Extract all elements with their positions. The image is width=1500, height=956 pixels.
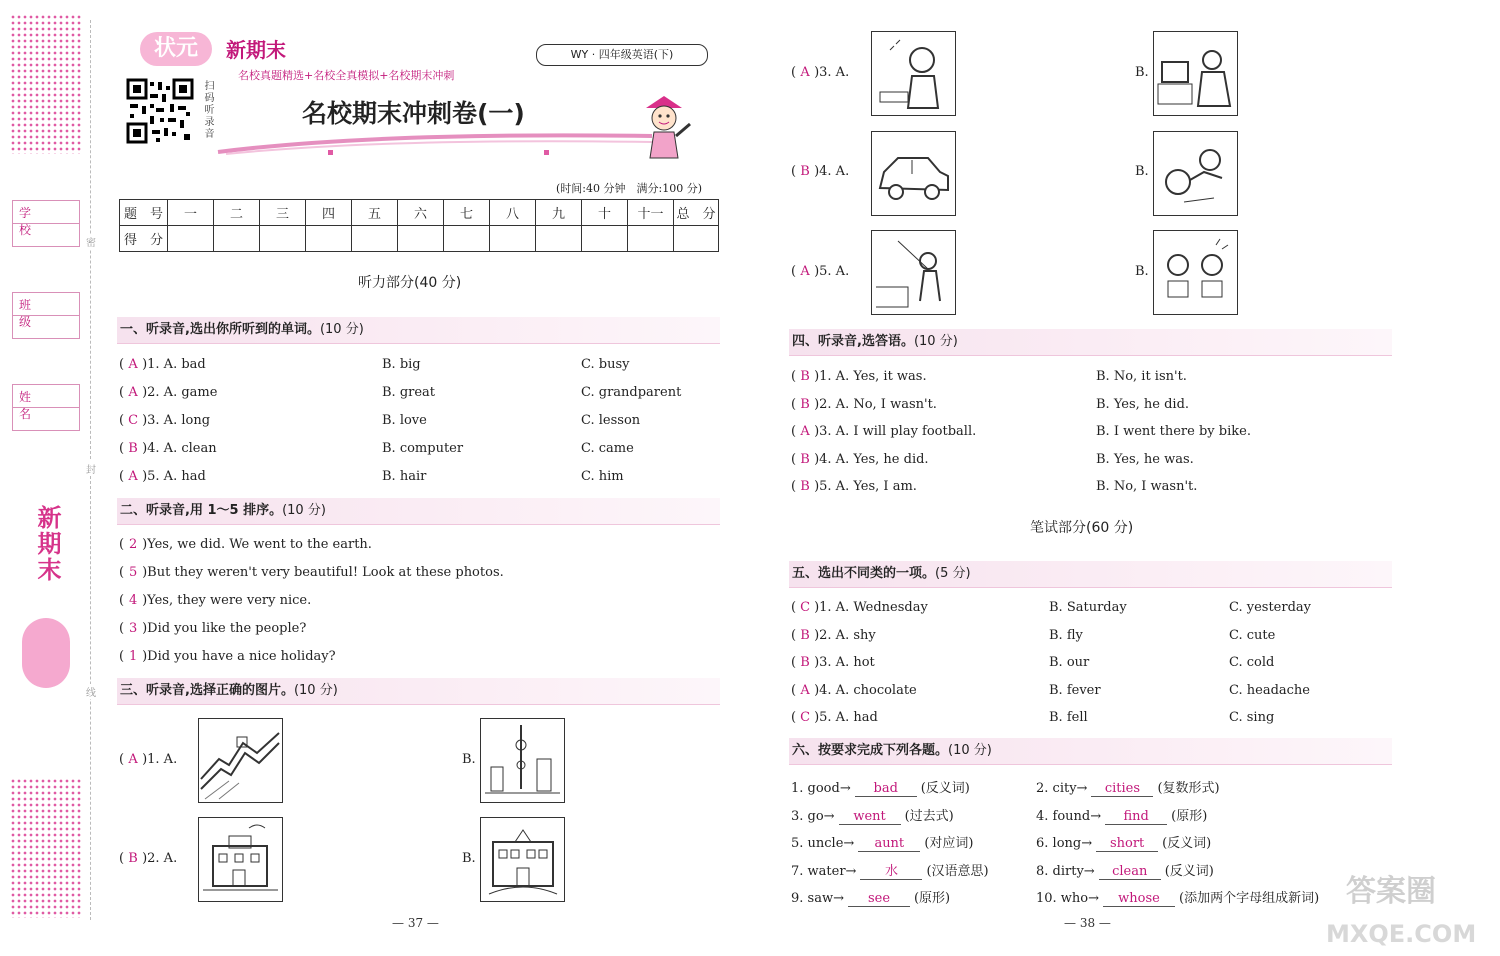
transform-item: [791, 832, 973, 852]
option-c: C. came: [581, 441, 634, 456]
option-b: B. fever: [1049, 682, 1101, 698]
score-header-cell: 五: [352, 200, 398, 226]
mascot-icon: [636, 94, 692, 160]
response-choice-item: [791, 396, 1190, 412]
listening-heading: 听力部分(40 分): [358, 275, 462, 291]
option-a: )2. A. No, I wasn't.: [814, 396, 937, 412]
option-b: B. Yes, he did.: [1096, 396, 1190, 412]
picture-option-b-label: B.: [1135, 65, 1149, 80]
order-number[interactable]: 2: [128, 537, 138, 552]
open-paren: (: [791, 627, 797, 643]
seal-mark-1: 密: [86, 234, 96, 249]
picture-boy-fell-off-bike[interactable]: [1153, 131, 1238, 216]
section-3-title-bar: [117, 678, 720, 705]
prompt-word: 6. long→: [1036, 836, 1093, 851]
option-b: B. I went there by bike.: [1096, 424, 1251, 439]
brand-name: 新期末: [226, 38, 286, 62]
exam-title: 名校期末冲刺卷(一): [302, 99, 525, 128]
answer-choice[interactable]: B: [800, 655, 810, 670]
transform-item: [1036, 777, 1220, 797]
prompt-word: 7. water→: [791, 863, 857, 879]
score-cell[interactable]: [536, 226, 582, 252]
open-paren: (: [791, 65, 797, 80]
dialogue-line: )Yes, we did. We went to the earth.: [142, 537, 372, 552]
picture-city-tower[interactable]: [480, 718, 565, 803]
section-5-title: 五、选出不同类的一项。: [792, 566, 936, 581]
answer-blank[interactable]: 水: [860, 860, 922, 880]
score-cell[interactable]: [168, 226, 214, 252]
score-header-cell: 二: [214, 200, 260, 226]
option-c: C. lesson: [581, 413, 641, 428]
header-swoosh: [216, 128, 656, 156]
transform-item: [791, 887, 950, 907]
score-header-cell: 九: [536, 200, 582, 226]
vertical-brand-name: 新期末: [33, 505, 61, 583]
answer-choice[interactable]: C: [800, 600, 811, 615]
option-a: )4. A. clean: [142, 441, 217, 456]
option-b: B. No, it isn't.: [1096, 369, 1187, 384]
picture-two-kids-reading[interactable]: [1153, 230, 1238, 315]
picture-option-a-label: )3. A.: [814, 65, 850, 80]
open-paren: (: [791, 600, 797, 615]
score-cell[interactable]: [490, 226, 536, 252]
picture-car[interactable]: [871, 131, 956, 216]
picture-option-a-label: )5. A.: [814, 264, 850, 279]
order-number[interactable]: 5: [128, 565, 138, 580]
option-c: C. cold: [1229, 655, 1275, 670]
section-1-title: 一、听录音,选出你所听到的单词。: [120, 322, 320, 337]
order-number[interactable]: 3: [128, 621, 138, 636]
section-3-title: 三、听录音,选择正确的图片。: [120, 683, 294, 698]
open-paren: (: [791, 710, 797, 725]
watermark-logo: 答案圈: [1346, 874, 1436, 909]
score-header-cell: 十一: [628, 200, 674, 226]
answer-choice[interactable]: B: [800, 164, 810, 179]
picture-option-a-label: )2. A.: [142, 851, 178, 866]
score-header-cell: 题 号: [120, 200, 168, 226]
option-a: )4. A. Yes, he did.: [814, 451, 929, 467]
option-a: )3. A. long: [142, 413, 211, 428]
order-number[interactable]: 4: [128, 593, 138, 608]
option-a: )2. A. game: [142, 385, 218, 400]
prompt-word: 9. saw→: [791, 891, 844, 906]
picture-boy-at-computer[interactable]: [1153, 31, 1238, 116]
ordering-item: [119, 565, 504, 580]
option-b: B. hair: [382, 469, 427, 484]
dot-pattern-top: [10, 14, 82, 154]
score-cell[interactable]: [352, 226, 398, 252]
score-cell[interactable]: [444, 226, 490, 252]
answer-choice[interactable]: C: [128, 413, 139, 428]
qr-note: 扫码听录音: [202, 80, 213, 140]
dot-pattern-bottom: [10, 778, 82, 918]
dialogue-line: )But they weren't very beautiful! Look at these photos.: [142, 565, 504, 580]
name-field[interactable]: [12, 384, 80, 431]
open-paren: (: [119, 621, 125, 636]
score-header-cell: 三: [260, 200, 306, 226]
prompt-word: 2. city→: [1036, 781, 1088, 796]
picture-question: [119, 752, 177, 767]
answer-blank[interactable]: cities: [1091, 781, 1153, 797]
prompt-word: 3. go→: [791, 808, 835, 824]
instruction-note: (过去式): [904, 808, 954, 824]
dialogue-line: )Yes, they were very nice.: [142, 593, 312, 608]
option-b: B. love: [382, 413, 427, 428]
ordering-item: [119, 621, 306, 636]
page-number-left: — 37 —: [392, 916, 439, 930]
response-choice-item: [791, 424, 1251, 439]
section-6-points: (10 分): [948, 743, 992, 758]
instruction-note: (对应词): [924, 836, 974, 851]
answer-choice[interactable]: A: [128, 357, 138, 372]
score-header-cell: 一: [168, 200, 214, 226]
answer-choice[interactable]: A: [128, 752, 138, 767]
option-b: B. Saturday: [1049, 600, 1127, 615]
picture-question: [791, 264, 849, 279]
option-a: )5. A. had: [814, 710, 878, 725]
section-1-title-bar: [117, 317, 720, 344]
section-2-title: 二、听录音,用 1～5 排序。: [120, 503, 283, 518]
instruction-note: (添加两个字母组成新词): [1179, 891, 1320, 906]
open-paren: (: [791, 655, 797, 670]
picture-option-b-label: B.: [1135, 164, 1149, 179]
response-choice-item: [791, 479, 1198, 494]
name-label: 姓 名: [13, 385, 79, 408]
seal-mark-3: 线: [86, 684, 96, 699]
prompt-word: 1. good→: [791, 781, 851, 796]
open-paren: (: [791, 164, 797, 179]
option-b: B. great: [382, 385, 436, 400]
option-a: )1. A. Yes, it was.: [814, 369, 927, 384]
odd-one-out-item: [791, 600, 1312, 615]
grade-badge: WY · 四年级英语(下): [536, 44, 708, 66]
section-2-points: (10 分): [282, 503, 326, 518]
section-5-title-bar: [789, 561, 1392, 588]
time-info: (时间:40 分钟 满分:100 分): [556, 182, 702, 195]
instruction-note: (反义词): [920, 781, 970, 796]
ordering-item: [119, 649, 336, 664]
answer-choice[interactable]: B: [800, 479, 810, 494]
open-paren: (: [791, 264, 797, 279]
picture-building[interactable]: [480, 817, 565, 902]
transform-item: [791, 805, 954, 825]
option-a: )4. A. chocolate: [814, 682, 917, 698]
section-2-title-bar: [117, 498, 720, 525]
answer-blank[interactable]: aunt: [858, 836, 920, 852]
open-paren: (: [791, 451, 797, 467]
transform-item: [791, 860, 989, 880]
answer-choice[interactable]: B: [800, 369, 810, 384]
picture-option-b-label: B.: [462, 851, 476, 866]
series-tags: 名校真题精选+名校全真模拟+名校期末冲刺: [238, 69, 455, 82]
score-table: [119, 199, 719, 252]
answer-blank[interactable]: clean: [1099, 864, 1161, 880]
option-c: C. yesterday: [1229, 600, 1312, 615]
transform-item: [1036, 832, 1211, 852]
word-choice-item: [119, 441, 634, 456]
open-paren: (: [791, 479, 797, 494]
open-paren: (: [119, 413, 125, 428]
prompt-word: 10. who→: [1036, 891, 1100, 906]
section-5-points: (5 分): [935, 566, 971, 581]
section-4-title-bar: [789, 329, 1392, 356]
open-paren: (: [119, 441, 125, 456]
word-choice-item: [119, 385, 682, 400]
open-paren: (: [791, 682, 797, 698]
dialogue-line: )Did you like the people?: [142, 621, 307, 636]
answer-choice[interactable]: B: [800, 627, 810, 643]
prompt-word: 5. uncle→: [791, 836, 855, 851]
option-b: B. Yes, he was.: [1096, 451, 1194, 467]
odd-one-out-item: [791, 710, 1275, 725]
option-c: C. headache: [1229, 682, 1310, 698]
section-6-title-bar: [789, 738, 1392, 765]
score-table-header-row: [120, 200, 719, 226]
ordering-item: [119, 593, 311, 608]
score-header-cell: 六: [398, 200, 444, 226]
picture-option-b-label: B.: [462, 752, 476, 767]
score-cell[interactable]: [260, 226, 306, 252]
open-paren: (: [119, 851, 125, 866]
answer-choice[interactable]: B: [128, 441, 138, 456]
picture-option-b-label: B.: [1135, 264, 1149, 279]
open-paren: (: [791, 369, 797, 384]
option-c: C. cute: [1229, 627, 1276, 643]
vertical-brand-logo: [22, 618, 70, 688]
score-cell[interactable]: [628, 226, 674, 252]
prompt-word: 4. found→: [1036, 808, 1102, 824]
option-a: )5. A. Yes, I am.: [814, 479, 917, 494]
odd-one-out-item: [791, 655, 1275, 670]
open-paren: (: [119, 565, 125, 580]
score-cell[interactable]: [214, 226, 260, 252]
class-field[interactable]: [12, 292, 80, 339]
class-label: 班 级: [13, 293, 79, 316]
picture-question: [119, 851, 177, 866]
score-header-cell: 八: [490, 200, 536, 226]
instruction-note: (原形): [1171, 808, 1208, 824]
prompt-word: 8. dirty→: [1036, 863, 1095, 879]
school-label: 学 校: [13, 201, 79, 224]
dialogue-line: )Did you have a nice holiday?: [142, 649, 336, 664]
answer-blank[interactable]: short: [1096, 836, 1158, 852]
option-a: )1. A. Wednesday: [814, 600, 928, 615]
watermark-url: MXQE.COM: [1326, 920, 1477, 948]
answer-choice[interactable]: A: [800, 264, 810, 279]
instruction-note: (汉语意思): [926, 863, 989, 879]
transform-item: [1036, 805, 1207, 825]
picture-man-fishing[interactable]: [871, 230, 956, 315]
answer-blank[interactable]: whose: [1103, 891, 1175, 907]
option-a: )2. A. shy: [814, 627, 876, 643]
picture-question: [791, 65, 849, 80]
transform-item: [791, 777, 970, 797]
open-paren: (: [791, 396, 797, 412]
answer-choice[interactable]: C: [800, 710, 811, 725]
answer-blank[interactable]: see: [848, 891, 910, 907]
word-choice-item: [119, 357, 630, 372]
option-a: )5. A. had: [142, 469, 206, 484]
score-table-score-row: [120, 226, 719, 252]
section-4-points: (10 分): [913, 334, 958, 349]
answer-blank[interactable]: find: [1105, 809, 1167, 825]
answer-blank[interactable]: went: [839, 809, 901, 825]
open-paren: (: [119, 593, 125, 608]
writing-heading: 笔试部分(60 分): [1030, 520, 1134, 536]
odd-one-out-item: [791, 627, 1276, 643]
school-field[interactable]: [12, 200, 80, 247]
open-paren: (: [119, 357, 125, 372]
picture-option-a-label: )1. A.: [142, 752, 178, 767]
answer-choice[interactable]: A: [128, 385, 138, 400]
answer-choice[interactable]: A: [800, 424, 810, 439]
open-paren: (: [119, 385, 125, 400]
section-4-title: 四、听录音,选答语。: [792, 334, 914, 349]
score-cell[interactable]: [306, 226, 352, 252]
picture-question: [791, 164, 849, 179]
score-cell[interactable]: [398, 226, 444, 252]
instruction-note: (反义词): [1162, 836, 1212, 851]
picture-option-a-label: )4. A.: [814, 164, 850, 179]
option-a: )1. A. bad: [142, 357, 206, 372]
odd-one-out-item: [791, 682, 1310, 698]
picture-girl-on-phone[interactable]: [871, 31, 956, 116]
picture-great-wall[interactable]: [198, 718, 283, 803]
option-b: B. big: [382, 357, 421, 372]
open-paren: (: [791, 424, 797, 439]
score-cell[interactable]: [674, 226, 719, 252]
transform-item: [1036, 860, 1214, 880]
response-choice-item: [791, 369, 1187, 384]
open-paren: (: [119, 752, 125, 767]
instruction-note: (原形): [913, 891, 951, 906]
option-b: B. No, I wasn't.: [1096, 479, 1198, 494]
order-number[interactable]: 1: [128, 649, 138, 664]
answer-choice[interactable]: A: [800, 65, 810, 80]
word-choice-item: [119, 469, 624, 484]
answer-choice[interactable]: B: [800, 396, 810, 412]
page-number-right: — 38 —: [1064, 916, 1111, 930]
score-header-cell: 十: [582, 200, 628, 226]
answer-blank[interactable]: bad: [855, 781, 917, 797]
score-header-cell: 七: [444, 200, 490, 226]
option-b: B. computer: [382, 441, 464, 456]
brand-logo: 状元: [140, 32, 212, 66]
picture-hospital[interactable]: [198, 817, 283, 902]
word-choice-item: [119, 413, 641, 428]
option-c: C. grandparent: [581, 385, 682, 400]
ordering-item: [119, 537, 372, 552]
answer-choice[interactable]: A: [800, 682, 810, 698]
option-b: B. fell: [1049, 710, 1088, 725]
option-a: )3. A. I will play football.: [814, 424, 977, 439]
section-1-points: (10 分): [319, 322, 364, 337]
score-cell[interactable]: [582, 226, 628, 252]
instruction-note: (复数形式): [1157, 781, 1220, 796]
score-row-label: 得 分: [120, 226, 168, 252]
option-b: B. our: [1049, 655, 1090, 670]
open-paren: (: [119, 537, 125, 552]
score-header-cell: 总 分: [674, 200, 719, 226]
qr-code[interactable]: [126, 78, 194, 144]
instruction-note: (反义词): [1164, 863, 1214, 879]
option-c: C. busy: [581, 357, 630, 372]
section-6-title: 六、按要求完成下列各题。: [792, 743, 949, 758]
answer-choice[interactable]: A: [128, 469, 138, 484]
response-choice-item: [791, 451, 1194, 467]
score-header-cell: 四: [306, 200, 352, 226]
answer-choice[interactable]: B: [128, 851, 138, 866]
transform-item: [1036, 887, 1319, 907]
option-b: B. fly: [1049, 627, 1083, 643]
option-a: )3. A. hot: [814, 655, 875, 670]
open-paren: (: [119, 649, 125, 664]
answer-choice[interactable]: B: [800, 451, 810, 467]
option-c: C. him: [581, 469, 624, 484]
open-paren: (: [119, 469, 125, 484]
seal-mark-2: 封: [86, 461, 96, 476]
section-3-points: (10 分): [293, 683, 338, 698]
option-c: C. sing: [1229, 710, 1275, 725]
